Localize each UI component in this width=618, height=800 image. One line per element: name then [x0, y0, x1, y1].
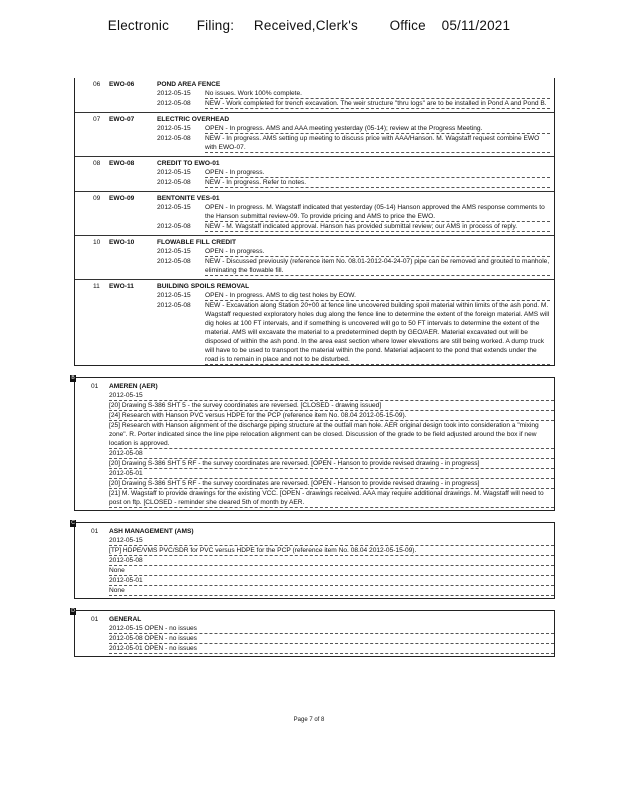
entry-date: 2012-05-15: [157, 204, 191, 211]
item-title: FLOWABLE FILL CREDIT: [157, 239, 236, 246]
ewo-item: [75, 279, 554, 365]
entry-date: 2012-05-15: [157, 292, 191, 299]
section-number: 01: [91, 528, 99, 535]
item-title: CREDIT TO EWO-01: [157, 160, 220, 167]
item-entry: [157, 222, 550, 232]
item-entry: [157, 247, 550, 257]
entry-text: NEW - Discussed previously (reference item No. 08.01-2012-04-24-07) pipe can be removed and grouted to manhole, eliminating the flowable fill.: [205, 258, 550, 274]
party-section: [71, 375, 555, 511]
item-code: EWO-10: [109, 239, 135, 246]
item-body: [157, 115, 554, 153]
entry-text: NEW - Excavation along Station 20+00 at fence line uncovered building spoil material within limits of the ash pond. M. Wagstaff requested exploratory holes dug along the fence line to determine the extent of the foreign material. AMS will dig holes at 100 FT intervals, and if something is uncovered will go to 50 FT intervals to determine the extent of the material. AMS will excavate the material to a predetermined depth by GEO/AER. Material excavated out will be disposed of within the ash pond. In the area east section where lower elevations are still being worked. A dump truck will have to be used to transport the material within the pond. Material adjacent to the pond that extends under the road is to remain in place and not to be disturbed.: [205, 302, 550, 363]
ewo-item: [75, 112, 554, 153]
section-line: [21] M. Wagstaff to provide drawings for the existing VCC. [OPEN - drawings received. AAA may require additional drawings. M. Wagstaff will need to post on ftp. [CLOSED - reminder she cleared 5th of month by AER.: [109, 489, 554, 508]
section-line: None: [109, 586, 554, 596]
item-title: BUILDING SPOILS REMOVAL: [157, 283, 250, 290]
entry-text: OPEN - In progress. M. Wagstaff indicated that yesterday (05-14) Hanson approved the AMS response comments to the Hanson submittal review-09. To provide pricing and AMS to price the EWO.: [205, 204, 545, 220]
section-line: 2012-05-08 OPEN - no issues: [109, 634, 554, 644]
party-section: [71, 608, 555, 657]
entry-text: NEW - M. Wagstaff indicated approval. Hanson has provided submittal review; our AMS in process of reply.: [205, 223, 518, 230]
item-number: 11: [93, 283, 100, 290]
item-entry: [157, 301, 550, 365]
section-content: [109, 527, 554, 596]
section-title: AMEREN (AER): [109, 383, 158, 390]
entry-date: 2012-05-08: [157, 179, 191, 186]
page-footer: Page 7 of 8: [293, 717, 325, 723]
ewo-item: [75, 235, 554, 276]
item-entry: [157, 178, 550, 188]
section-marker: D: [71, 608, 75, 614]
section-line: 2012-05-15: [109, 536, 554, 546]
ewo-item: [75, 156, 554, 188]
item-body: [157, 282, 554, 365]
document-body: [71, 78, 555, 668]
item-body: [157, 80, 554, 109]
header-office: Office: [389, 18, 426, 33]
section-content: [109, 615, 554, 654]
section-content: [109, 382, 554, 508]
section-line: None: [109, 566, 554, 576]
party-section: [71, 520, 555, 599]
entry-text: NEW - In progress. Refer to notes.: [205, 179, 307, 186]
ewo-item: [75, 78, 554, 109]
item-entry: [157, 124, 550, 134]
item-entry: [157, 257, 550, 276]
item-title: ELECTRIC OVERHEAD: [157, 116, 230, 123]
entry-date: 2012-05-15: [157, 169, 191, 176]
item-code: EWO-07: [109, 116, 135, 123]
entry-text: OPEN - In progress. AMS to dig test holes by EOW.: [205, 292, 356, 299]
ewo-item: [75, 191, 554, 232]
section-line: 2012-05-08: [109, 556, 554, 566]
item-body: [157, 159, 554, 188]
entry-date: 2012-05-08: [157, 100, 191, 107]
section-block: [75, 523, 554, 598]
item-entry: [157, 99, 550, 109]
header-filing: Filing:: [196, 18, 235, 33]
item-code: EWO-11: [109, 283, 134, 290]
entry-text: NEW - In progress. AMS setting up meeting to discuss price with AAA/Hanson. M. Wagstaff request combine EWO with EWO-07.: [205, 135, 540, 151]
section-line: [20] Drawing S-386 SHT 5 - the survey coordinates are reversed. [CLOSED - drawing issued]: [109, 401, 554, 411]
header-received: Received,Clerk's: [253, 18, 358, 33]
ewo-section: [74, 78, 555, 366]
item-entry: [157, 89, 550, 99]
item-code: EWO-06: [109, 81, 135, 88]
section-marker: C: [71, 520, 75, 526]
section-line: 2012-05-01 OPEN - no issues: [109, 644, 554, 654]
section-line: 2012-05-15: [109, 391, 554, 401]
section-title: ASH MANAGEMENT (AMS): [109, 528, 194, 535]
section-line: 2012-05-15 OPEN - no issues: [109, 624, 554, 634]
entry-text: No issues. Work 100% complete.: [205, 90, 302, 97]
entry-date: 2012-05-08: [157, 302, 191, 309]
item-number: 10: [93, 239, 101, 246]
section-line: [20] Drawing S-386 SHT 5 RF - the survey coordinates are reversed. [OPEN - Hanson to provide revised drawing - in progress]: [109, 459, 554, 469]
section-line: [TP] HDPE/VMS PVC/SDR for PVC versus HDPE for the PCP (reference item No. 08.04 2012-05-15-09).: [109, 546, 554, 556]
section-line: [20] Drawing S-386 SHT 5 RF - the survey coordinates are reversed. [OPEN - Hanson to provide revised drawing - in progress]: [109, 479, 554, 489]
item-title: POND AREA FENCE: [157, 81, 221, 88]
item-entry: [157, 134, 550, 153]
section-line: [25] Research with Hanson alignment of the discharge piping structure at the outfall man hole. AER original design took into consideration a "mixing zone". R. Porter indicated since the line pipe relocation alignment can be closed. Discussion of the grade to be field adjusted around the box if new location is approved.: [109, 421, 554, 449]
section-title: GENERAL: [109, 616, 142, 623]
entry-date: 2012-05-08: [157, 223, 191, 230]
entry-text: OPEN - In progress.: [205, 248, 265, 255]
entry-date: 2012-05-08: [157, 135, 191, 142]
filing-header: [0, 18, 618, 33]
item-number: 09: [93, 195, 101, 202]
entry-date: 2012-05-15: [157, 248, 191, 255]
entry-text: NEW - Work completed for trench excavation. The weir structure "thru logs" are to be installed in Pond A and Pond B.: [205, 100, 547, 107]
section-line: 2012-05-01: [109, 469, 554, 479]
item-entry: [157, 168, 550, 178]
item-code: EWO-09: [109, 195, 135, 202]
section-line: 2012-05-08: [109, 449, 554, 459]
item-entry: [157, 291, 550, 301]
entry-date: 2012-05-15: [157, 90, 191, 97]
section-number: 01: [91, 383, 99, 390]
item-code: EWO-08: [109, 160, 135, 167]
header-date: 05/11/2021: [441, 18, 511, 33]
item-body: [157, 194, 554, 232]
item-number: 06: [93, 81, 101, 88]
item-entry: [157, 203, 550, 222]
item-number: 08: [93, 160, 101, 167]
section-number: 01: [91, 616, 99, 623]
item-number: 07: [93, 116, 101, 123]
entry-date: 2012-05-15: [157, 125, 191, 132]
entry-date: 2012-05-08: [157, 258, 191, 265]
item-body: [157, 238, 554, 276]
section-block: [75, 378, 554, 510]
entry-text: OPEN - In progress. AMS and AAA meeting yesterday (05-14); review at the Progress Meeting.: [205, 125, 483, 132]
section-line: 2012-05-01: [109, 576, 554, 586]
section-line: [24] Research with Hanson PVC versus HDPE for the PCP (reference item No. 08.04 2012-05-15-09).: [109, 411, 554, 421]
section-block: [75, 611, 554, 656]
section-marker: B: [71, 375, 75, 381]
entry-text: OPEN - In progress.: [205, 169, 265, 176]
item-title: BENTONITE VES-01: [157, 195, 220, 202]
header-electronic: Electronic: [107, 18, 170, 33]
